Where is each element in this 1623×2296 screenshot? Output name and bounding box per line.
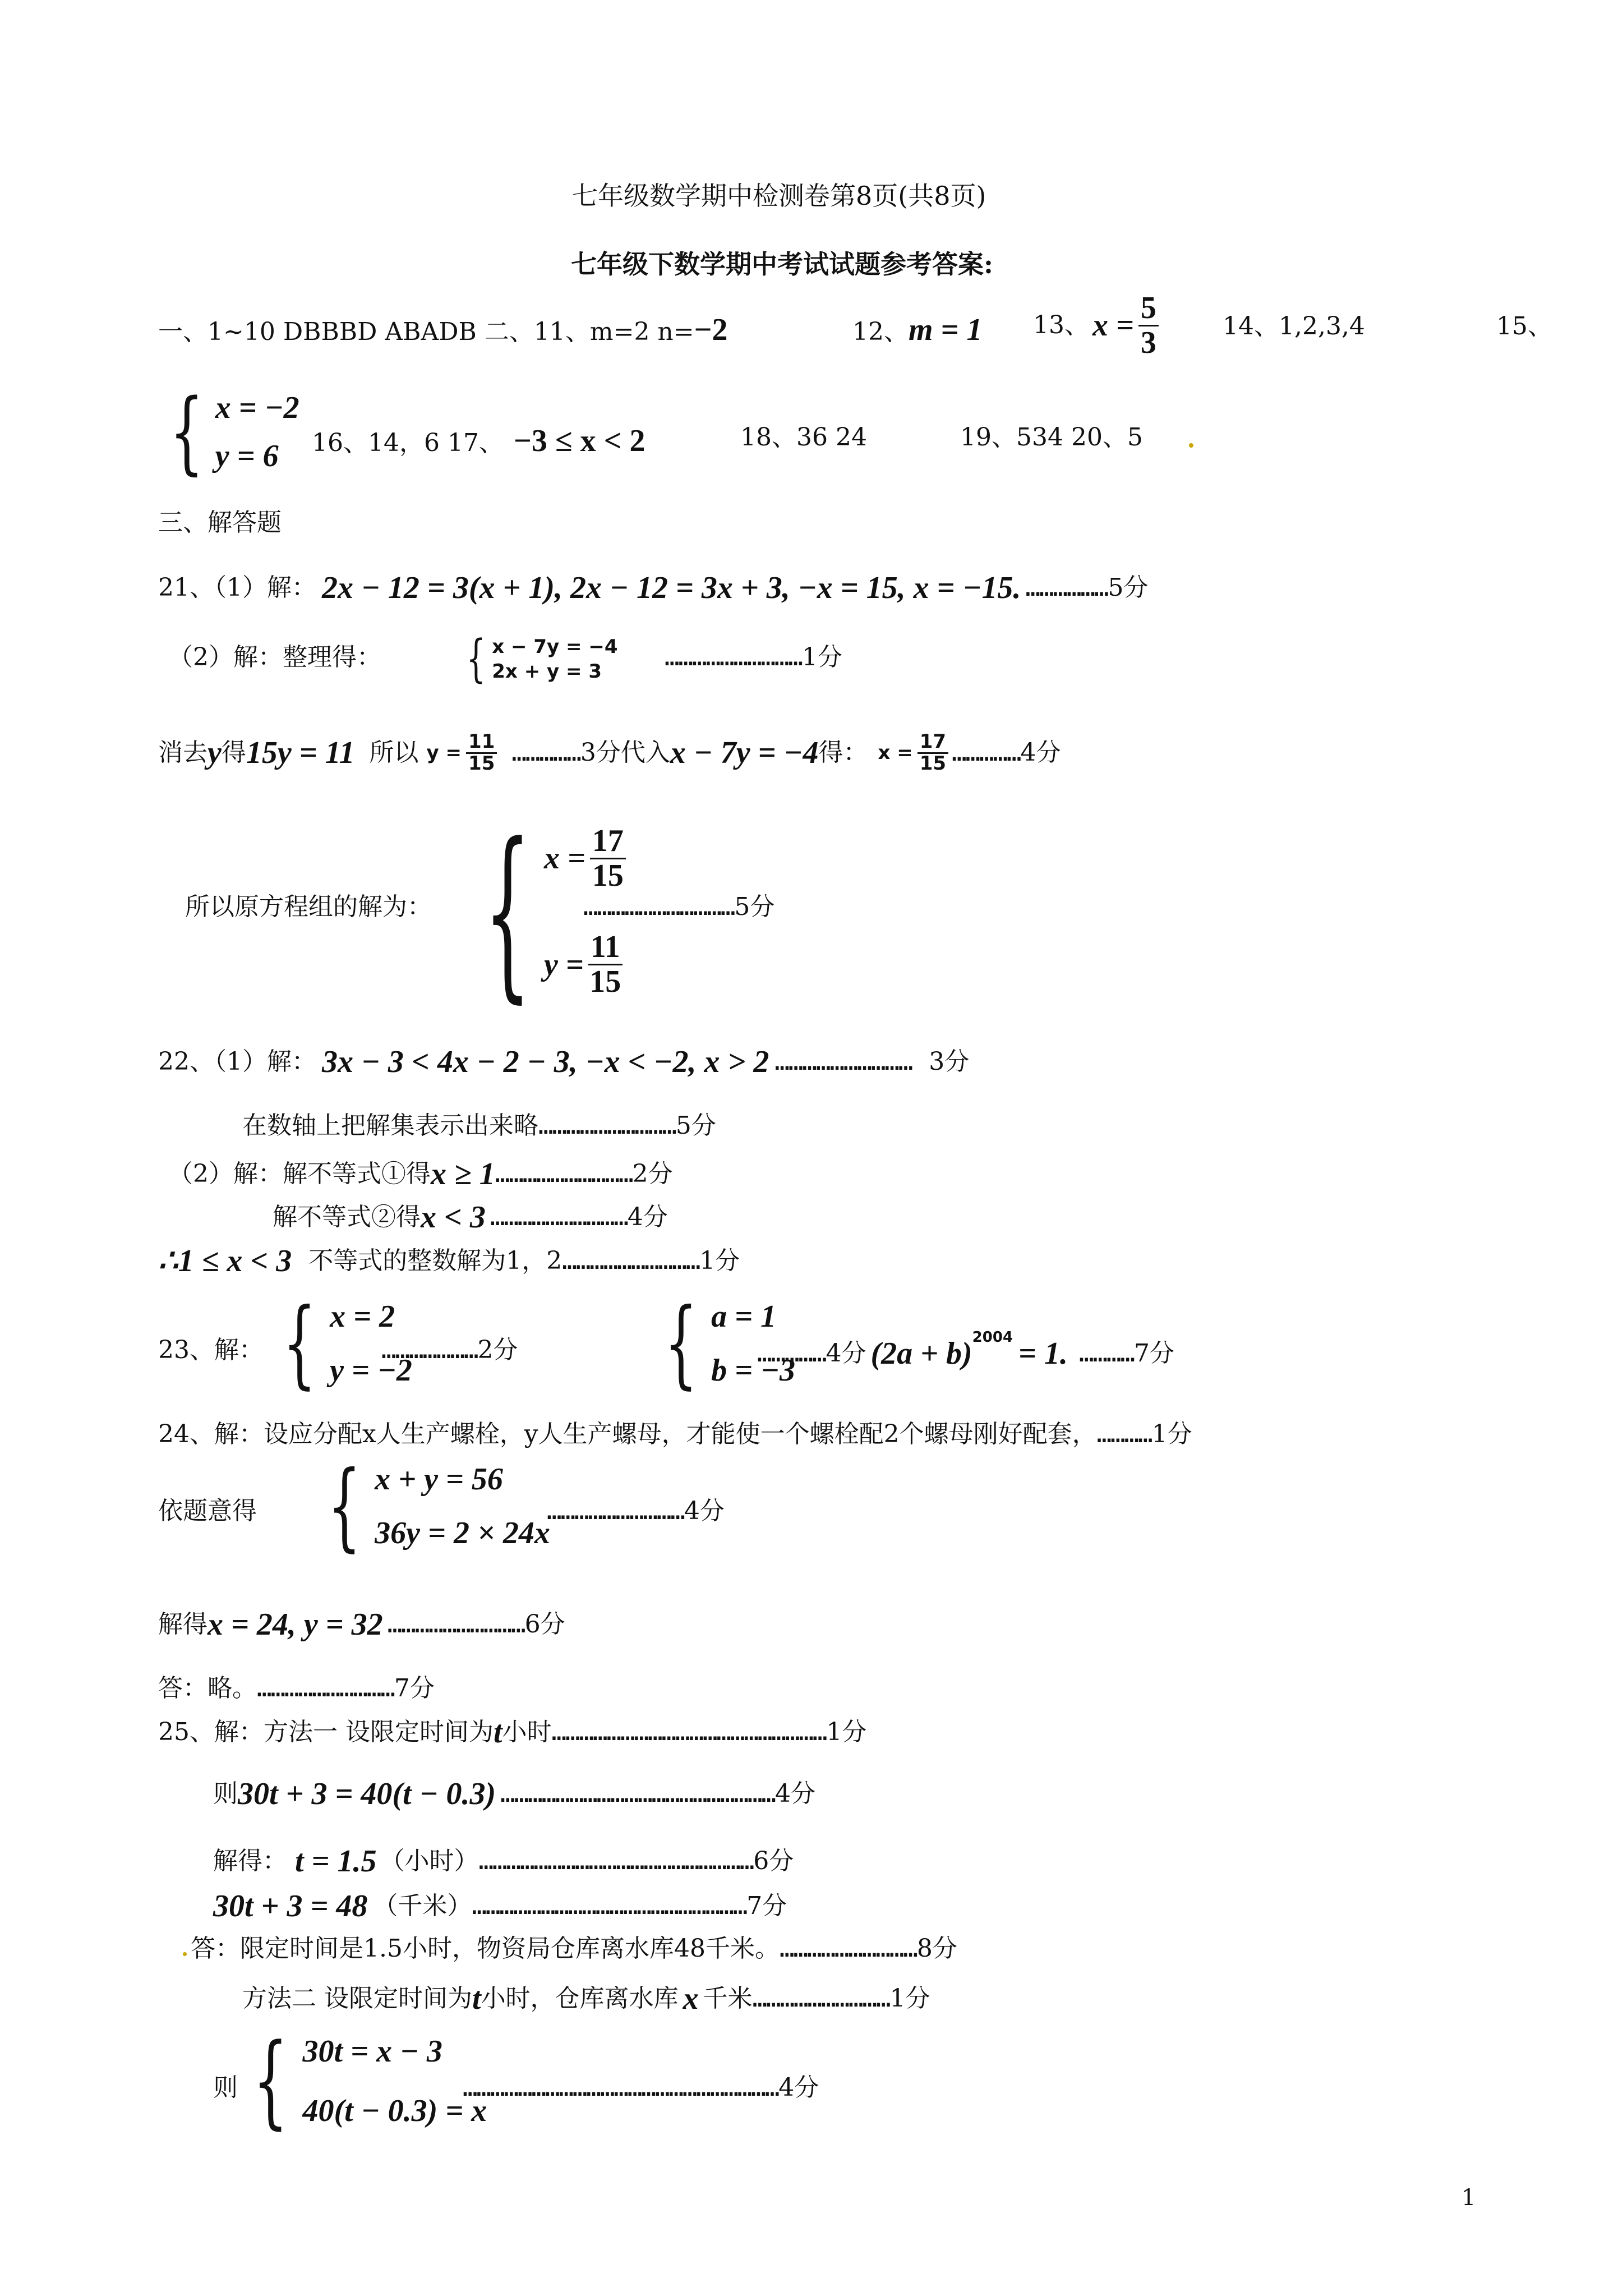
brace-icon: {: [169, 379, 204, 484]
q25-method2-setup: 方法二 设限定时间为 t 小时，仓库离水库 x 千米 ………………………… 1分: [242, 1981, 930, 2016]
q23-label: 23、解：: [158, 1336, 264, 1364]
brace-icon: {: [328, 1451, 361, 1562]
q11-n-value: −2: [694, 312, 728, 347]
q25-method1-setup: 25、解：方法一 设限定时间为 t 小时 …………………………………………………… 1分: [158, 1715, 867, 1750]
page-number: 1: [1461, 2185, 1476, 2211]
q13-answer: 13、 x = $\frac{5}{3}$: [1033, 292, 1159, 360]
section-3-title: 三、解答题: [158, 508, 282, 537]
brace-icon: {: [466, 629, 486, 688]
q24-answer: 答：略。…………………………7分: [158, 1674, 435, 1703]
q1-11-answers: 一、1~10 DBBBD ABADB 二、11、m=2 n=: [158, 318, 694, 346]
q12-answer: 12、m = 1: [852, 312, 983, 347]
q25-solution: 解得： t = 1.5 （小时） …………………………………………………… 6分: [213, 1844, 794, 1879]
q15-label: 15、: [1496, 312, 1552, 341]
q22-number-line: 在数轴上把解集表示出来略…………………………5分: [242, 1111, 716, 1140]
q25-system: { 30t = x − 3 40(t − 0.3) = x: [252, 2022, 487, 2139]
q18-answer: 18、36 24: [740, 423, 867, 452]
q25-distance: 30t + 3 = 48 （千米） …………………………………………………… 7分: [213, 1889, 787, 1924]
q21-solution-score: ……………………………5分: [583, 892, 775, 921]
q22-part2b: 解不等式②得 x < 3 ………………………… 4分: [273, 1200, 668, 1235]
q21-solution-system: { x = $\frac{17}{15}$ y = $\frac{11}{15}$: [471, 819, 626, 1004]
q22-part2a: （2）解：解不等式①得 x ≥ 1 ………………………… 2分: [168, 1157, 673, 1191]
q16-17-answers: 16、14，6 17、 −3 ≤ x < 2: [312, 424, 645, 458]
brace-icon: {: [283, 1288, 316, 1399]
q21-part1: 21、（1）解： 2x − 12 = 3(x + 1), 2x − 12 = 3x + 3, −x = 15, x = −15. ……………… 5分: [158, 570, 1149, 605]
answers-line-1: [158, 314, 728, 346]
q22-part2c: ∴1 ≤ x < 3 不等式的整数解为1，2 ………………………… 1分: [158, 1244, 740, 1278]
q24-system: { x + y = 56 36y = 2 × 24x: [328, 1451, 550, 1562]
q24-eq-label: 依题意得: [158, 1497, 257, 1525]
q14-answer: 14、1,2,3,4: [1223, 312, 1365, 341]
q25-method2-score: ……………………………………………………………4分: [463, 2073, 819, 2102]
q25-method2-label: 则: [213, 2073, 238, 2102]
q24-eq-score: …………………………4分: [547, 1497, 725, 1525]
q13-fraction: $\frac{5}{3}$: [1138, 292, 1159, 360]
q25-answer: 答：限定时间是1.5小时，物资局仓库离水库48千米。…………………………8分: [191, 1934, 957, 1963]
q21-elimination: 消去 y 得 15y = 11 所以 y = $\frac{11}{15}$ …………… 3分代入 x − 7y = −4 得： x = $\frac{17}{15}$ …………… 4分: [158, 730, 1061, 775]
q21-part2-label: （2）解：整理得：: [168, 643, 381, 671]
q24-solution: 解得 x = 24, y = 32 ………………………… 6分: [158, 1607, 565, 1642]
brace-icon: {: [252, 2022, 288, 2139]
stray-dot: [1189, 443, 1193, 448]
brace-icon: {: [664, 1288, 698, 1399]
q23-result: …………… 4分 (2a + b) $^{2004}$ = 1. ………… 7分: [757, 1329, 1174, 1371]
q15-system: { x = −2 y = 6: [169, 379, 299, 484]
q23-score-1: …………………2分: [381, 1336, 518, 1364]
q23-system-1: { x = 2 y = −2: [283, 1288, 412, 1399]
q23-system-2: { a = 1 b = −3: [664, 1288, 796, 1399]
q25-equation: 则 30t + 3 = 40(t − 0.3) …………………………………………………… 4分: [213, 1777, 815, 1811]
page-header: 七年级数学期中检测卷第8页(共8页): [572, 181, 986, 211]
q21-system: { x − 7y = −4 2x + y = 3: [466, 629, 618, 688]
stray-dot: [183, 1952, 187, 1956]
q21-solution-label: 所以原方程组的解为：: [185, 892, 432, 921]
document-title: 七年级下数学期中考试试题参考答案:: [571, 249, 993, 279]
q19-20-answers: 19、534 20、5: [960, 423, 1143, 452]
brace-icon: {: [483, 804, 531, 1019]
q24-setup: 24、解：设应分配x人生产螺栓，y人生产螺母，才能使一个螺栓配2个螺母刚好配套，…………1分: [158, 1420, 1192, 1448]
q22-part1: 22、（1）解： 3x − 3 < 4x − 2 − 3, −x < −2, x > 2 ………………………… 3分: [158, 1045, 970, 1079]
q21-part2-score: …………………………1分: [665, 643, 842, 671]
